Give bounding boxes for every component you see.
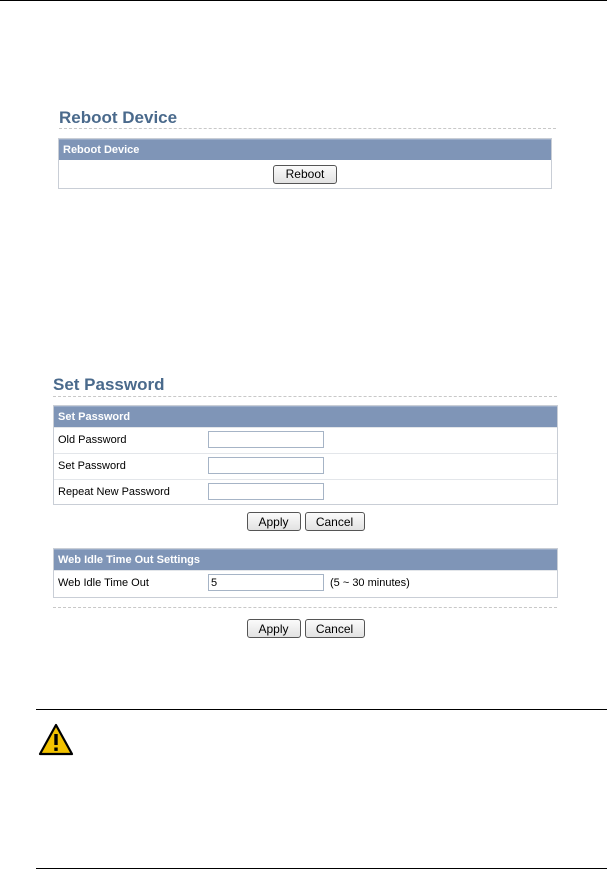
old-password-input[interactable] (208, 431, 324, 448)
password-panel (53, 405, 558, 505)
repeat-password-row (54, 479, 557, 505)
password-panel-header: Set Password (54, 406, 557, 427)
idle-row (54, 570, 557, 596)
password-cancel-button[interactable]: Cancel (305, 512, 365, 531)
set-password-row (54, 453, 557, 479)
reboot-panel (58, 138, 552, 189)
password-button-row (53, 512, 558, 531)
note-bottom-rule (36, 868, 607, 869)
reboot-button[interactable]: Reboot (273, 165, 337, 184)
old-password-label: Old Password (58, 434, 127, 446)
old-password-row (54, 427, 557, 453)
warning-icon (38, 723, 74, 757)
repeat-password-input[interactable] (208, 483, 324, 500)
idle-timeout-input[interactable] (208, 574, 324, 591)
reboot-row (59, 160, 551, 188)
idle-divider (53, 607, 557, 608)
reboot-section-title: Reboot Device (59, 108, 178, 127)
idle-cancel-button[interactable]: Cancel (305, 619, 365, 638)
reboot-panel-header: Reboot Device (59, 139, 551, 160)
note-top-rule (36, 709, 607, 710)
password-title-divider (53, 396, 557, 397)
repeat-password-label: Repeat New Password (58, 486, 170, 498)
set-password-label: Set Password (58, 460, 126, 472)
reboot-title-divider (59, 128, 556, 129)
idle-hint: (5 ~ 30 minutes) (330, 577, 410, 589)
idle-label: Web Idle Time Out (58, 577, 149, 589)
top-rule (0, 0, 607, 1)
idle-apply-button[interactable]: Apply (247, 619, 301, 638)
password-section-title: Set Password (53, 375, 165, 394)
set-password-input[interactable] (208, 457, 324, 474)
password-apply-button[interactable]: Apply (247, 512, 301, 531)
idle-panel (53, 548, 558, 598)
idle-button-row (53, 619, 558, 638)
idle-panel-header: Web Idle Time Out Settings (54, 549, 557, 570)
